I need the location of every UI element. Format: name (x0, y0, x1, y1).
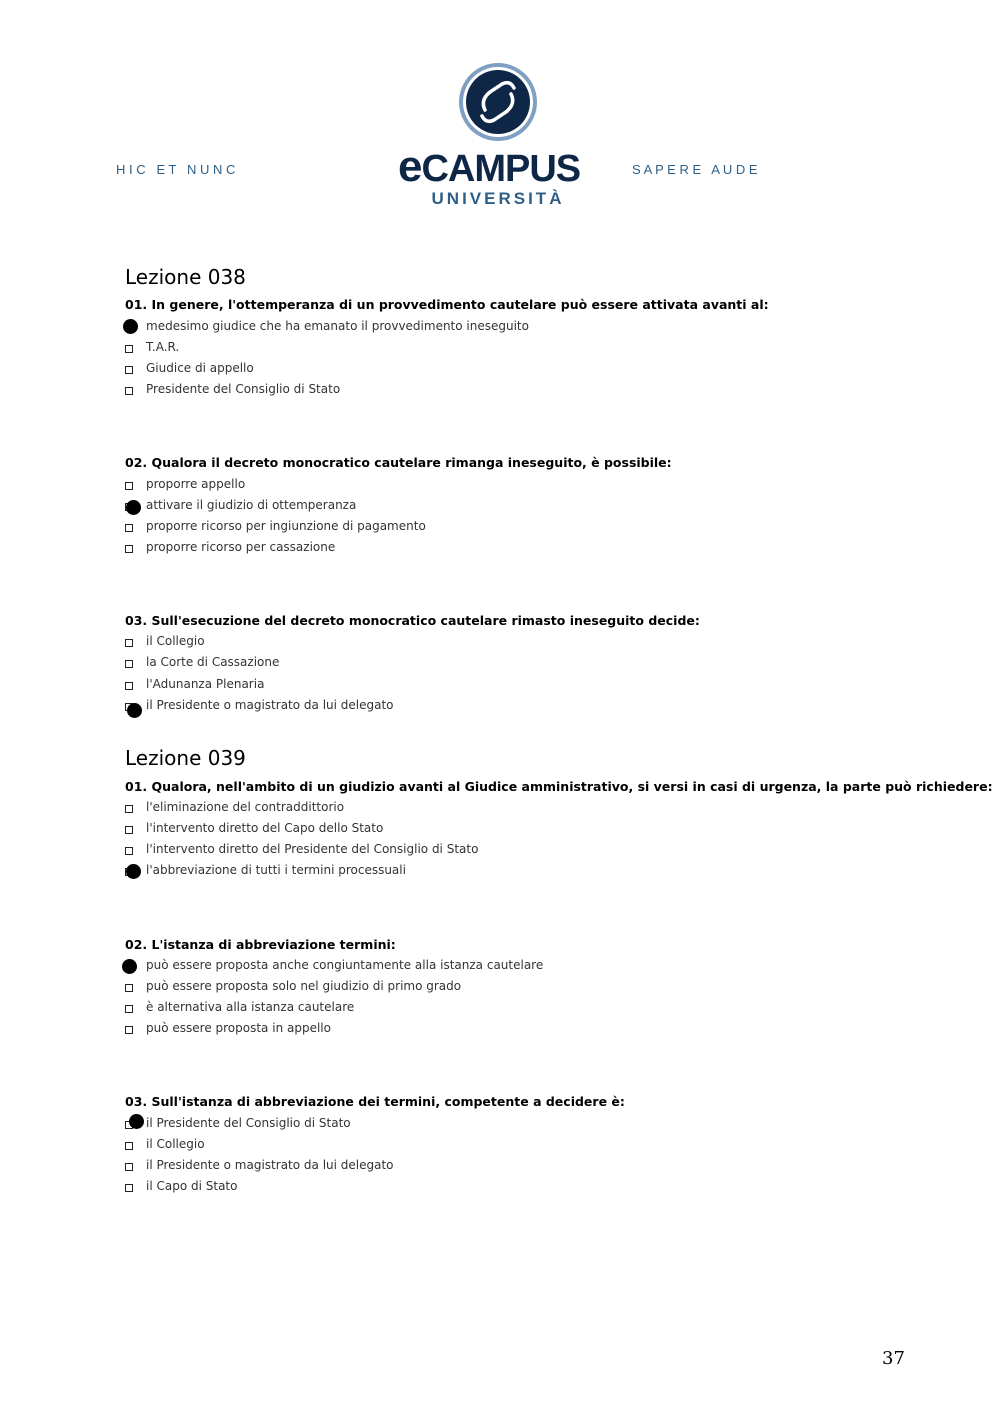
selected-answer-marker (126, 864, 141, 879)
checkbox[interactable] (125, 524, 133, 532)
option-label: Giudice di appello (146, 361, 254, 375)
checkbox[interactable] (125, 345, 133, 353)
page-header (0, 0, 1000, 230)
option-label: la Corte di Cassazione (146, 655, 280, 669)
option-label: l'eliminazione del contraddittorio (146, 800, 345, 814)
option-label: il Capo di Stato (146, 1179, 238, 1193)
brand-subtitle: UNIVERSITÀ (431, 189, 565, 208)
selected-answer-marker (127, 703, 142, 718)
checkbox[interactable] (125, 1184, 133, 1192)
question-text: 03. Sull'esecuzione del decreto monocratico cautelare rimasto ineseguito decide: (125, 613, 700, 628)
option-label: T.A.R. (146, 340, 180, 354)
checkbox[interactable] (125, 660, 133, 668)
checkbox[interactable] (125, 826, 133, 834)
option-label: Presidente del Consiglio di Stato (146, 382, 341, 396)
option-label: l'intervento diretto del Presidente del Consiglio di Stato (146, 842, 479, 856)
checkbox[interactable] (125, 682, 133, 690)
brand-wordmark (398, 142, 598, 191)
checkbox[interactable] (125, 1142, 133, 1150)
option-label: medesimo giudice che ha emanato il provvedimento ineseguito (146, 319, 529, 333)
option-label: il Collegio (146, 634, 205, 648)
option-label: può essere proposta in appello (146, 1021, 331, 1035)
checkbox[interactable] (125, 482, 133, 490)
question-text: 01. Qualora, nell'ambito di un giudizio avanti al Giudice amministrativo, si versi in casi di urgenza, la parte può richiedere: (125, 779, 993, 794)
selected-answer-marker (122, 959, 137, 974)
option-label: proporre ricorso per cassazione (146, 540, 336, 554)
brand-prefix: e (398, 142, 422, 191)
checkbox[interactable] (125, 984, 133, 992)
university-seal-logo (458, 62, 538, 142)
option-label: può essere proposta anche congiuntamente alla istanza cautelare (146, 958, 544, 972)
option-label: attivare il giudizio di ottemperanza (146, 498, 357, 512)
question-text: 01. In genere, l'ottemperanza di un provvedimento cautelare può essere attivata avanti al: (125, 297, 769, 312)
option-label: l'intervento diretto del Capo dello Stato (146, 821, 384, 835)
option-label: l'Adunanza Plenaria (146, 677, 265, 691)
option-label: il Presidente del Consiglio di Stato (146, 1116, 351, 1130)
checkbox[interactable] (125, 1026, 133, 1034)
question-text: 02. L'istanza di abbreviazione termini: (125, 937, 396, 952)
selected-answer-marker (129, 1114, 144, 1129)
motto-left: H I C E T N U N C (116, 162, 236, 177)
checkbox[interactable] (125, 805, 133, 813)
motto-right: S A P E R E A U D E (632, 162, 758, 177)
question-text: 02. Qualora il decreto monocratico cautelare rimanga ineseguito, è possibile: (125, 455, 672, 470)
page-number: 37 (882, 1348, 905, 1369)
option-label: il Presidente o magistrato da lui delegato (146, 698, 394, 712)
option-label: è alternativa alla istanza cautelare (146, 1000, 355, 1014)
option-label: il Presidente o magistrato da lui delegato (146, 1158, 394, 1172)
checkbox[interactable] (125, 639, 133, 647)
lesson-title: Lezione 038 (125, 265, 246, 289)
option-label: l'abbreviazione di tutti i termini processuali (146, 863, 406, 877)
checkbox[interactable] (125, 366, 133, 374)
checkbox[interactable] (125, 1163, 133, 1171)
checkbox[interactable] (125, 545, 133, 553)
checkbox[interactable] (125, 387, 133, 395)
lesson-title: Lezione 039 (125, 746, 246, 770)
option-label: proporre ricorso per ingiunzione di pagamento (146, 519, 426, 533)
checkbox[interactable] (125, 847, 133, 855)
selected-answer-marker (126, 500, 141, 515)
question-text: 03. Sull'istanza di abbreviazione dei termini, competente a decidere è: (125, 1094, 625, 1109)
option-label: il Collegio (146, 1137, 205, 1151)
option-label: può essere proposta solo nel giudizio di primo grado (146, 979, 462, 993)
brand-name: CAMPUS (421, 148, 581, 190)
checkbox[interactable] (125, 1005, 133, 1013)
selected-answer-marker (123, 319, 138, 334)
option-label: proporre appello (146, 477, 246, 491)
